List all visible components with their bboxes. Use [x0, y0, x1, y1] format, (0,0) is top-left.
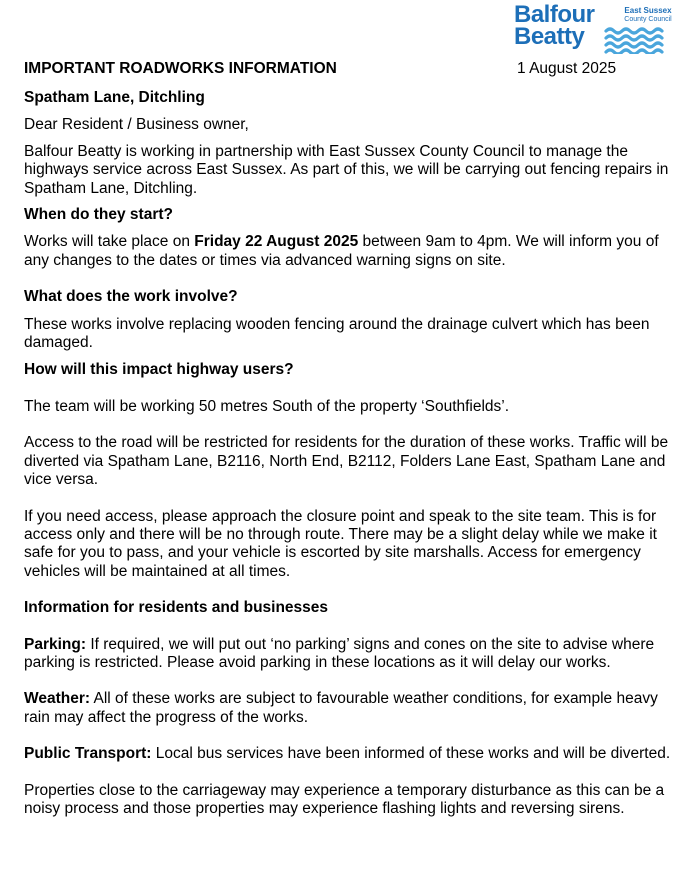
involve-heading: What does the work involve? — [24, 288, 238, 306]
salutation: Dear Resident / Business owner, — [24, 116, 249, 134]
start-heading: When do they start? — [24, 206, 173, 224]
intro-paragraph: Balfour Beatty is working in partnership with East Sussex County Council to manage the highways service across East Sussex. As part of this, we will be carrying out fencing repairs in Spatham Lane, Ditchling. — [24, 142, 669, 197]
transport-label: Public Transport: — [24, 745, 152, 763]
parking-label: Parking: — [24, 635, 87, 653]
document-date: 1 August 2025 — [517, 60, 617, 77]
council-logo-text — [618, 6, 678, 24]
logo-line-1: Balfour — [514, 1, 595, 28]
weather-label: Weather: — [24, 690, 91, 708]
properties-paragraph: Properties close to the carriageway may experience a temporary disturbance as this can be a noisy process and those properties may experience flashing lights and reversing sirens. — [24, 781, 665, 817]
location-heading: Spatham Lane, Ditchling — [24, 89, 205, 106]
start-text-before: Works will take place on — [24, 233, 195, 251]
impact-paragraph-1: The team will be working 50 metres South of the property ‘Southfields’. — [24, 397, 510, 415]
transport-text: Local bus services have been informed of these works and will be diverted. — [151, 745, 671, 763]
parking-text: If required, we will put out ‘no parking’ signs and cones on the site to advise where parking is restricted. Please avoid parking in these locations as it will delay our works. — [24, 635, 655, 671]
start-text-after: between 9am to 4pm. We will inform you of any changes to the dates or times via advanced warning signs on site. — [24, 233, 659, 269]
letter-body — [24, 89, 674, 818]
weather-text: All of these works are subject to favourable weather conditions, for example heavy rain may affect the progress of the works. — [24, 690, 658, 726]
document-title: IMPORTANT ROADWORKS INFORMATION — [24, 60, 337, 77]
council-name-line-2: County Council — [624, 16, 672, 23]
council-name-line-1: East Sussex — [624, 6, 672, 15]
wave-icon — [604, 26, 666, 54]
logo-line-2: Beatty — [514, 23, 585, 50]
involve-paragraph: These works involve replacing wooden fencing around the drainage culvert which has been damaged. — [24, 315, 650, 352]
balfour-beatty-logo — [514, 1, 595, 50]
impact-paragraph-2: Access to the road will be restricted for residents for the duration of these works. Traffic will be diverted via Spatham Lane, B2116, North End, B2112, Folders Lane East, Spatham Lane and vice versa. — [24, 434, 669, 489]
impact-heading: How will this impact highway users? — [24, 361, 294, 379]
info-heading: Information for residents and businesses — [24, 599, 329, 617]
parking-paragraph — [24, 636, 674, 673]
impact-paragraph-3: If you need access, please approach the closure point and speak to the site team. This is for access only and there will be no through route. There may be a slight delay while we make it safe for you to pass, and your vehicle is escorted by site marshalls. Access for emergency vehicles will be maintained at all times. — [24, 507, 657, 580]
transport-paragraph — [24, 745, 674, 763]
weather-paragraph — [24, 690, 674, 727]
logo-area — [514, 1, 674, 54]
start-paragraph — [24, 233, 674, 270]
start-date: Friday 22 August 2025 — [194, 233, 359, 251]
